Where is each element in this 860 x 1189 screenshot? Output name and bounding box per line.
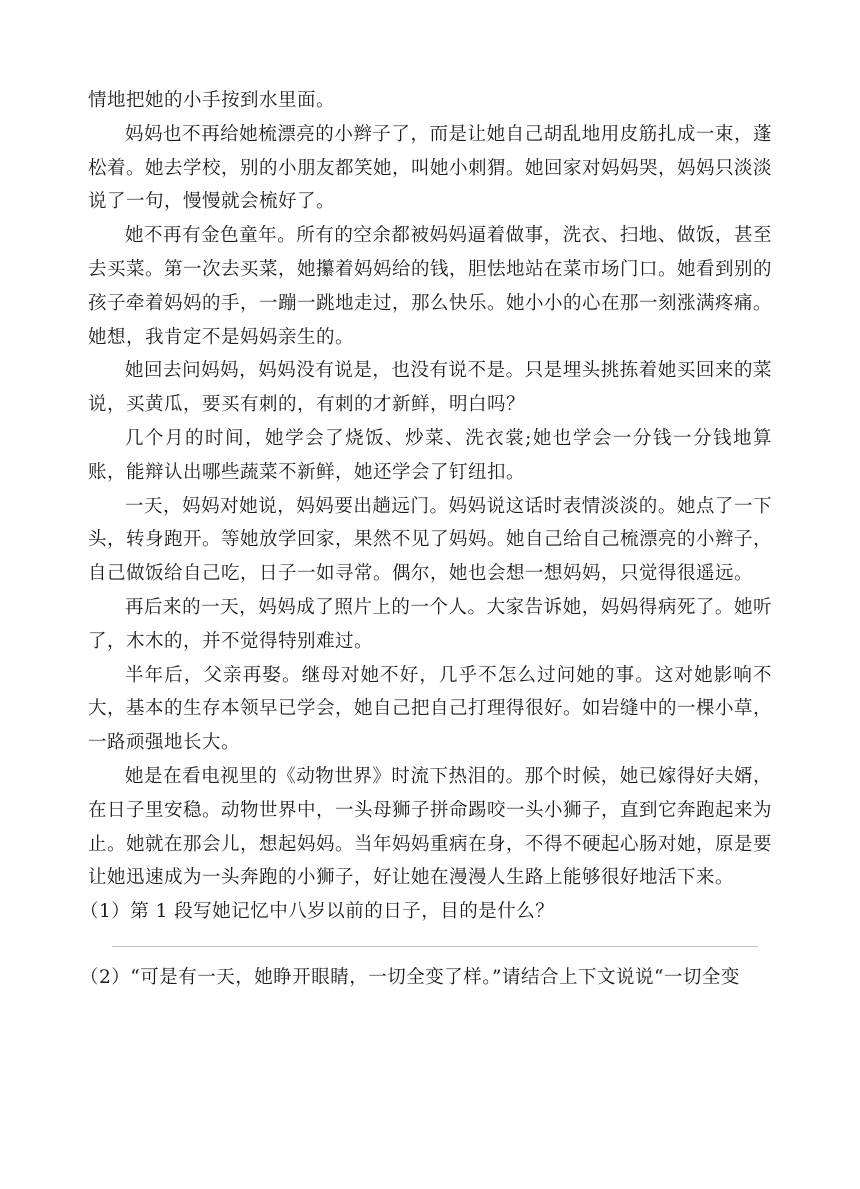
paragraph: 她不再有金色童年。所有的空余都被妈妈逼着做事，洗衣、扫地、做饭，甚至去买菜。第一次去买菜，她攥着妈妈给的钱，胆怯地站在菜市场门口。她看到别的孩子牵着妈妈的手，一蹦一跳地走过，那么快乐。她小小的心在那一刻涨满疼痛。她想，我肯定不是妈妈亲生的。 <box>88 225 773 348</box>
paragraph: 她是在看电视里的《动物世界》时流下热泪的。那个时候，她已嫁得好夫婿，在日子里安稳。动物世界中，一头母狮子拼命踢咬一头小狮子，直到它奔跑起来为止。她就在那会儿，想起妈妈。当年妈妈重病在身，不得不硬起心肠对她，原是要让她迅速成为一头奔跑的小狮子，好让她在漫漫人生路上能够很好地活下来。 <box>88 765 773 889</box>
paragraph: 半年后，父亲再娶。继母对她不好，几乎不怎么过问她的事。这对她影响不大，基本的生存本领早已学会，她自己把自己打理得很好。如岩缝中的一棵小草，一路顽强地长大。 <box>88 664 773 754</box>
paragraph: 她回去问妈妈，妈妈没有说是，也没有说不是。只是埋头挑拣着她买回来的菜说，买黄瓜，要买有刺的，有刺的才新鲜，明白吗？ <box>88 360 772 416</box>
paragraph: 再后来的一天，妈妈成了照片上的一个人。大家告诉她，妈妈得病死了。她听了，木木的，并不觉得特别难过。 <box>88 596 772 652</box>
question-1: （1）第 1 段写她记忆中八岁以前的日子，目的是什么？ <box>80 901 555 923</box>
document-page <box>80 84 773 995</box>
question-2: （2）“可是有一天，她睁开眼睛，一切全变了样。”请结合上下文说说“一切全变 <box>80 966 740 988</box>
paragraph: 情地把她的小手按到水里面。 <box>88 90 336 111</box>
answer-line[interactable] <box>112 946 758 947</box>
paragraph: 一天，妈妈对她说，妈妈要出趟远门。妈妈说这话时表情淡淡的。她点了一下头，转身跑开。等她放学回家，果然不见了妈妈。她自己给自己梳漂亮的小辫子，自己做饭给自己吃，日子一如寻常。偶尔，她也会想一想妈妈，只觉得很遥远。 <box>88 495 773 585</box>
paragraph: 几个月的时间，她学会了烧饭、炒菜、洗衣裳;她也学会一分钱一分钱地算账，能辩认出哪些蔬菜不新鲜，她还学会了钉纽扣。 <box>88 427 772 483</box>
paragraph: 妈妈也不再给她梳漂亮的小辫子了，而是让她自己胡乱地用皮筋扎成一束，蓬松着。她去学校，别的小朋友都笑她，叫她小刺猬。她回家对妈妈哭，妈妈只淡淡说了一句，慢慢就会梳好了。 <box>88 123 773 213</box>
